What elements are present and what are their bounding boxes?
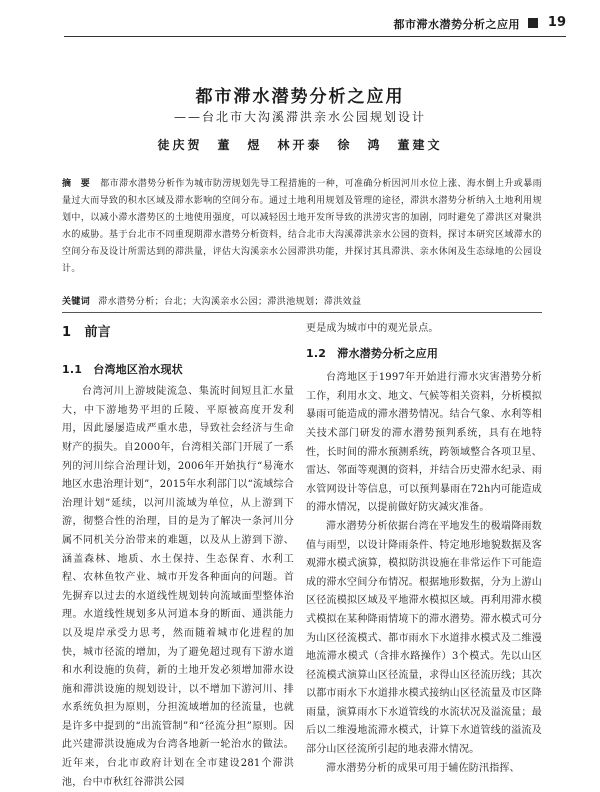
keywords-label: 关键词	[62, 297, 91, 307]
article-authors: 徒庆贺 董 煜 林开泰 徐 鸿 董建文	[157, 138, 443, 152]
abstract	[62, 176, 542, 278]
section-1-2-heading: 1.2 滞水潜势分析之应用	[306, 346, 439, 360]
abstract-rule	[62, 312, 542, 313]
page-number: 19	[547, 15, 566, 30]
header-square-mark	[528, 18, 538, 28]
running-title: 都市滞水潜势分析之应用	[393, 18, 520, 31]
keywords	[62, 294, 542, 310]
keywords-text: 滞水潜势分析；台北；大沟溪亲水公园；滞洪池规划；滞洪效益	[98, 297, 362, 307]
article-title: 都市滞水潜势分析之应用	[195, 87, 405, 107]
article-subtitle: ——台北市大沟溪滞洪亲水公园规划设计	[173, 110, 426, 124]
body-paragraph: 滞水潜势分析的成果可用于辅佐防汛指挥、	[326, 762, 520, 774]
section-1-1-heading: 1.1 台湾地区治水现状	[62, 362, 183, 376]
abstract-text: 都市滞水潜势分析作为城市防涝规划先导工程措施的一种，可准确分析因河川水位上涨、海水倒上升或暴雨量过大而导致的积水区域及滞水影响的空间分布。通过土地利用规划及管理的途径，滞洪水潜势分析纳入土地利用规划中，以减小滞水潜势区的土地使用强度，可以减轻因土地开发所导致的洪涝灾害的加剧，同时避免了滞洪区对聚洪水的威胁。基于台北市不同重现期滞水潜势分析资料，结合北市大沟溪滞洪亲水公园的资料，探讨本研究区域滞水的空间分布及设计所需达到的滞洪量，评估大沟溪亲水公园滞洪功能，并探讨其具滞洪、亲水休闲及生态绿地的公园设计。	[62, 179, 543, 274]
body-paragraph: 台湾地区于1997年开始进行滞水灾害潜势分析工作，利用水文、地文、气候等相关资料，分析模拟暴雨可能造成的滞水潜势情况。结合气象、水利等相关技术部门研发的滞水潜势预判系统，具有在地特性，长时间的滞水预测系统，跨领域整合各项卫星、雷达、邻面等观测的资料，并结合历史滞水纪录、雨水管网设计等信息，可以预判暴雨在72h内可能造成的滞水情况，以提前做好防灾减灾准备。	[306, 372, 542, 514]
left-column	[62, 320, 294, 792]
body-paragraph: 台湾河川上游坡陡流急、集流时间短且汇水量大，中下游地势平坦的丘陵、平原被高度开发利用，因此屡屡造成严重水患，导致社会经济与生命财产的损失。自2000年，台湾相关部门开展了一系列的河川综合治理计划，2006年开始执行“易淹水地区水患治理计划”，2015年水利部门以“流域综合治理计划”延续，以河川流域为单位，从上游到下游，彻整合性的治理，目的是为了解决一条河川分属不同机关分治带来的难题，以及从上游到下游、涵盖森林、地质、水土保持、生态保育、水利工程、农林鱼牧产业、城市开发各种面向的问题。首先摒弃以过去的水道线性规划转向流域面型整体治理。水道线性规划多从河道本身的断面、通洪能力以及堤岸承受力思考，然而随着城市化进程的加快，城市径流的增加，为了避免超过现有下游水道和水利设施的负荷，新的土地开发必须增加滞水设施和滞洪设施的规划设计，以不增加下游河川、排水系统负担为原则，分担流域增加的径流量，也就是许多中提到的“出流管制”和“径流分担”原则。因此兴建滞洪设施成为台湾各地新一轮治水的做法。近年来，台北市政府计划在全市建设281个滞洪池，台中市秋红谷滞洪公园	[62, 386, 294, 788]
body-paragraph-continued: 更是成为城市中的观光景点。	[306, 323, 439, 334]
abstract-label: 摘 要	[62, 179, 91, 189]
running-header	[0, 14, 600, 36]
body-paragraph: 滞水潜势分析依据台湾在平地发生的极端降雨数值与雨型，以设计降雨条件、特定地形地貌数据及客观滞水模式演算，模拟防洪设施在非常运作下可能造成的滞水空间分布情况。根据地形数据，分为上游山区径流模拟区域及平地滞水模拟区域。再利用滞水模式模拟在某种降雨情境下的滞水潜势。滞水模式可分为山区径流模式、都市雨水下水道排水模式及二维漫地流滞水模式（含排水路操作）3个模式。先以山区径流模式演算山区径流量，求得山区径流历线；其次以都市雨水下水道排水模式接纳山区径流量及市区降雨量，演算雨水下水道管线的水流状况及溢流量；最后以二维漫地流滞水模式，计算下水道管线的溢流及部分山区径流所引起的地表滞水情况。	[306, 520, 542, 756]
header-rule	[64, 36, 566, 37]
right-column	[306, 320, 542, 778]
section-1-heading: 1 前言	[62, 325, 111, 340]
